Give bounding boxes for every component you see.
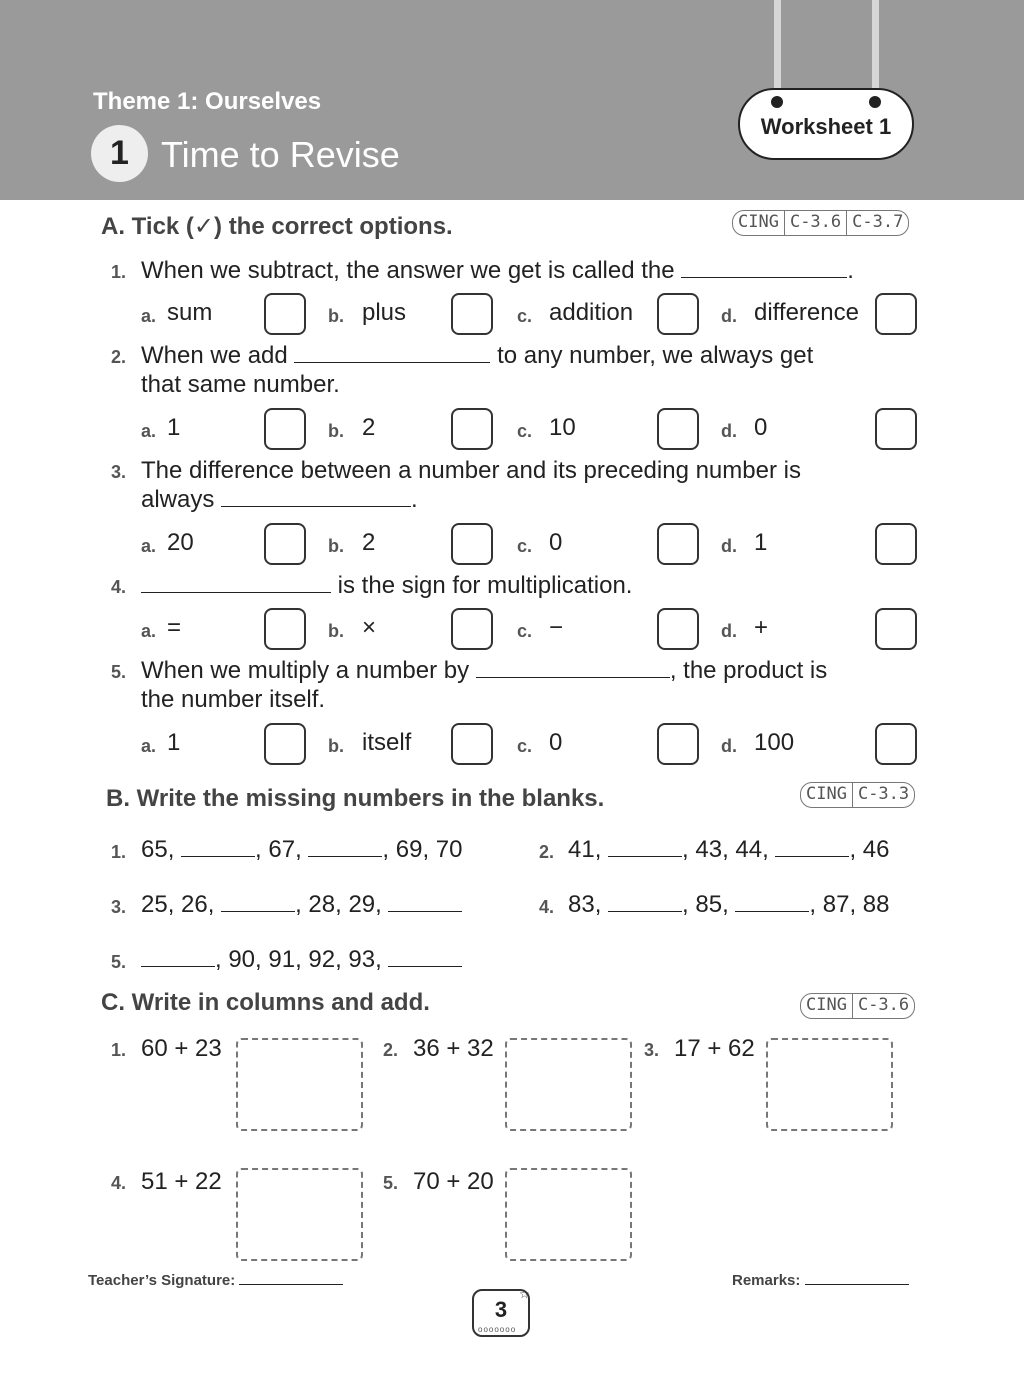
option-text: itself: [362, 729, 412, 756]
star-icon: ☆: [519, 1287, 530, 1301]
option-text: 0: [549, 729, 563, 756]
question-number: 3.: [111, 462, 127, 482]
option-text: +: [754, 614, 769, 641]
section-b-tags: [800, 782, 915, 808]
option-text: 2: [362, 414, 376, 441]
option-letter: b.: [328, 621, 344, 641]
sequence-text: , 69, 70: [382, 836, 463, 863]
option-letter: c.: [517, 306, 533, 326]
addition-expression: 60 + 23: [141, 1035, 222, 1062]
item-number: 4.: [111, 1173, 127, 1193]
item-number: 5.: [383, 1173, 399, 1193]
option-text: 1: [167, 729, 181, 756]
tick-box[interactable]: [451, 723, 493, 765]
option-text: 100: [754, 729, 795, 756]
tick-box[interactable]: [264, 523, 306, 565]
tick-box[interactable]: [875, 523, 917, 565]
sequence-item: [141, 890, 462, 919]
section-c-tags: [800, 993, 915, 1019]
tick-box[interactable]: [264, 723, 306, 765]
question-text: The difference between a number and its preceding number is: [141, 457, 801, 484]
sequence-text: , 90, 91, 92, 93,: [215, 946, 382, 973]
item-number: 1.: [111, 842, 127, 862]
question-text-part: .: [847, 257, 854, 284]
sequence-text: 25, 26,: [141, 891, 215, 918]
option-text: addition: [549, 299, 634, 326]
section-b-heading: B. Write the missing numbers in the blanks.: [106, 785, 605, 812]
sequence-item: [141, 835, 462, 864]
sequence-text: 65,: [141, 836, 175, 863]
option-letter: b.: [328, 736, 344, 756]
worksheet-badge: Worksheet 1: [738, 88, 914, 160]
question-number: 5.: [111, 662, 127, 682]
signature-label: Teacher’s Signature:: [88, 1272, 236, 1289]
question-text-part: When we multiply a number by: [141, 657, 470, 684]
tick-box[interactable]: [875, 408, 917, 450]
tag: C-3.6: [784, 211, 846, 235]
tick-box[interactable]: [875, 723, 917, 765]
option-text: 20: [167, 529, 194, 556]
item-number: 2.: [383, 1040, 399, 1060]
hanger-string-right: [872, 0, 879, 98]
tag: C-3.6: [852, 994, 914, 1018]
question-text-part: to any number, we always get: [497, 342, 814, 369]
answer-blank[interactable]: [775, 837, 849, 857]
option-text: 10: [549, 414, 576, 441]
option-letter: d.: [721, 736, 737, 756]
page-number: 3: [472, 1289, 530, 1337]
remarks: [732, 1271, 909, 1289]
answer-work-box[interactable]: [505, 1038, 632, 1131]
sequence-text: , 46: [849, 836, 890, 863]
section-a-heading: A. Tick (✓) the correct options.: [101, 213, 453, 240]
option-letter: b.: [328, 421, 344, 441]
badge-hole-right: [869, 96, 881, 108]
question-text-part: When we add: [141, 342, 288, 369]
option-letter: a.: [141, 536, 157, 556]
option-letter: a.: [141, 421, 157, 441]
answer-blank[interactable]: [608, 892, 682, 912]
section-a-tags: [732, 210, 909, 236]
tick-box[interactable]: [451, 523, 493, 565]
option-letter: a.: [141, 736, 157, 756]
option-letter: c.: [517, 736, 533, 756]
item-number: 3.: [644, 1040, 660, 1060]
question-text-part: When we subtract, the answer we get is called the: [141, 257, 675, 284]
sequence-text: 41,: [568, 836, 602, 863]
answer-blank[interactable]: [388, 892, 462, 912]
question-text: [141, 256, 854, 285]
addition-expression: 17 + 62: [674, 1035, 755, 1062]
option-letter: d.: [721, 421, 737, 441]
badge-hole-left: [771, 96, 783, 108]
tick-box[interactable]: [657, 723, 699, 765]
option-text: 2: [362, 529, 376, 556]
teacher-signature: [88, 1271, 343, 1289]
option-text: plus: [362, 299, 407, 326]
tick-box[interactable]: [657, 608, 699, 650]
question-text-part: , the product is: [669, 657, 828, 684]
answer-blank[interactable]: [181, 837, 255, 857]
remarks-line[interactable]: [805, 1271, 909, 1285]
option-text: 1: [754, 529, 768, 556]
tick-box[interactable]: [264, 293, 306, 335]
tag: C-3.7: [846, 211, 908, 235]
tag: C-3.3: [852, 783, 914, 807]
option-letter: c.: [517, 621, 533, 641]
tick-box[interactable]: [264, 408, 306, 450]
sequence-text: 83,: [568, 891, 602, 918]
tick-box[interactable]: [264, 608, 306, 650]
sequence-item: [568, 890, 889, 919]
option-letter: a.: [141, 621, 157, 641]
page-title: Time to Revise: [161, 134, 400, 175]
option-letter: d.: [721, 306, 737, 326]
question-number: 2.: [111, 347, 127, 367]
addition-expression: 70 + 20: [413, 1168, 494, 1195]
answer-blank[interactable]: [141, 573, 331, 593]
answer-blank[interactable]: [735, 892, 809, 912]
option-text: ×: [362, 614, 377, 641]
option-letter: b.: [328, 536, 344, 556]
answer-work-box[interactable]: [236, 1038, 363, 1131]
page-badge-dots: ooooooo: [478, 1325, 517, 1334]
question-text-line2: [141, 485, 418, 514]
section-c-heading: C. Write in columns and add.: [101, 989, 430, 1016]
item-number: 2.: [539, 842, 555, 862]
option-text: sum: [167, 299, 213, 326]
item-number: 5.: [111, 952, 127, 972]
option-text: 0: [754, 414, 768, 441]
tick-box[interactable]: [451, 408, 493, 450]
sequence-text: , 67,: [255, 836, 302, 863]
question-number: 1.: [111, 262, 127, 282]
tag: CING: [806, 784, 847, 804]
tick-box[interactable]: [657, 523, 699, 565]
question-number: 4.: [111, 577, 127, 597]
chapter-number: 1: [91, 125, 148, 182]
tag: CING: [806, 995, 847, 1015]
answer-blank[interactable]: [221, 487, 411, 507]
answer-blank[interactable]: [388, 947, 462, 967]
tick-box[interactable]: [657, 408, 699, 450]
tick-box[interactable]: [875, 293, 917, 335]
item-number: 4.: [539, 897, 555, 917]
question-text-line2: that same number.: [141, 371, 340, 398]
answer-blank[interactable]: [681, 258, 847, 278]
tick-box[interactable]: [875, 608, 917, 650]
option-text: difference: [754, 299, 859, 326]
question-text-part: .: [411, 486, 418, 513]
sequence-item: [568, 835, 889, 864]
tick-box[interactable]: [451, 293, 493, 335]
option-text: 0: [549, 529, 563, 556]
tick-box[interactable]: [451, 608, 493, 650]
question-text: [141, 341, 813, 370]
item-number: 1.: [111, 1040, 127, 1060]
sequence-text: , 43, 44,: [682, 836, 769, 863]
remarks-label: Remarks:: [732, 1272, 801, 1289]
option-letter: d.: [721, 621, 737, 641]
answer-work-box[interactable]: [505, 1168, 632, 1261]
sequence-text: , 28, 29,: [295, 891, 382, 918]
question-text-line2: the number itself.: [141, 686, 326, 713]
answer-blank[interactable]: [141, 947, 215, 967]
answer-work-box[interactable]: [766, 1038, 893, 1131]
sequence-text: , 87, 88: [809, 891, 890, 918]
addition-expression: 36 + 32: [413, 1035, 494, 1062]
answer-blank[interactable]: [476, 658, 670, 678]
signature-line[interactable]: [239, 1271, 343, 1285]
answer-work-box[interactable]: [236, 1168, 363, 1261]
question-text: [141, 656, 827, 685]
option-text: −: [549, 614, 564, 641]
theme-label: Theme 1: Ourselves: [93, 88, 322, 115]
option-text: 1: [167, 414, 181, 441]
sequence-text: , 85,: [682, 891, 729, 918]
question-text-part: is the sign for multiplication.: [337, 572, 633, 599]
tick-box[interactable]: [657, 293, 699, 335]
option-text: =: [167, 614, 182, 641]
item-number: 3.: [111, 897, 127, 917]
option-letter: b.: [328, 306, 344, 326]
question-text-part: always: [141, 486, 215, 513]
option-letter: d.: [721, 536, 737, 556]
answer-blank[interactable]: [221, 892, 295, 912]
answer-blank[interactable]: [294, 343, 490, 363]
option-letter: a.: [141, 306, 157, 326]
option-letter: c.: [517, 536, 533, 556]
question-text: [141, 571, 632, 600]
answer-blank[interactable]: [308, 837, 382, 857]
tag: CING: [738, 212, 779, 232]
answer-blank[interactable]: [608, 837, 682, 857]
addition-expression: 51 + 22: [141, 1168, 222, 1195]
sequence-item: [141, 945, 462, 974]
option-letter: c.: [517, 421, 533, 441]
hanger-string-left: [774, 0, 781, 98]
